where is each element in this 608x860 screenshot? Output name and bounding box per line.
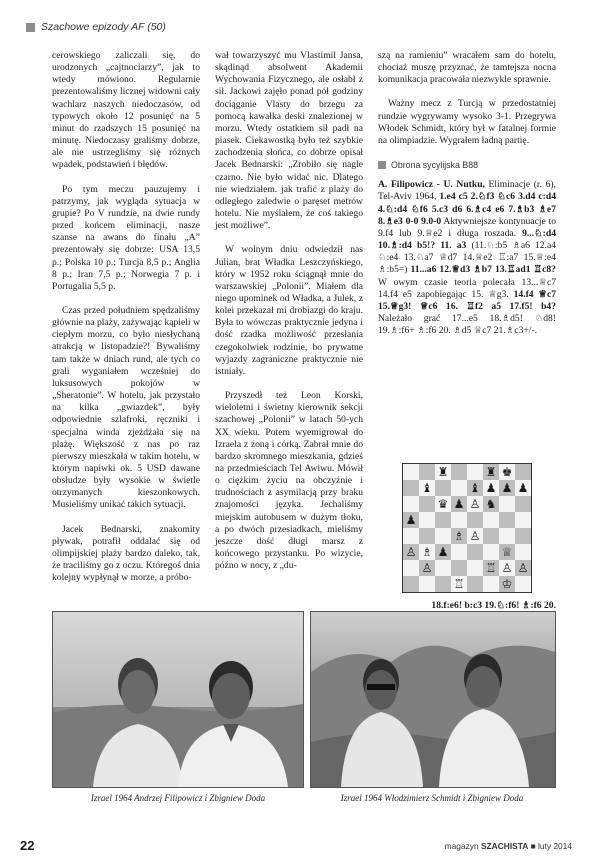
opening-square-icon	[378, 161, 386, 169]
board-square: ♗	[419, 544, 435, 560]
board-square	[435, 512, 451, 528]
board-square: ♟	[451, 496, 467, 512]
board-square	[499, 512, 515, 528]
opening-heading	[378, 159, 556, 171]
board-square	[515, 576, 531, 592]
paragraph: Ważny mecz z Turcją w przedostatniej rundzie wygrywamy wysoko 3-1. Przegrywa Włodek Schmidt, który był w fatalnej formie na olimpiadzie. Wygrałem ładną partię.	[378, 98, 556, 146]
board-square: ♚	[499, 464, 515, 480]
game-notation	[378, 179, 556, 337]
board-square	[467, 560, 483, 576]
board-square	[515, 544, 531, 560]
board-square	[515, 464, 531, 480]
paragraph: Jacek Bednarski, znakomity pływak, potrafił oddalać się od olimpijskiej plaży bardzo daleko, tak, że traciliśmy go z oczu. Któregoś dnia kolejny wypłynął w morze, a próbo-	[52, 523, 200, 584]
board-square	[419, 496, 435, 512]
board-square: ♙	[467, 528, 483, 544]
board-square: ♝	[419, 480, 435, 496]
board-square	[451, 480, 467, 496]
board-square	[435, 528, 451, 544]
game-players: A. Filipowicz - U. Nutku,	[378, 179, 485, 191]
board-square	[483, 544, 499, 560]
board-square	[403, 496, 419, 512]
board-square: ♕	[499, 544, 515, 560]
game-comment: Należało grać 17...e5 18.♗d5! ♘d8! 19.♗:f6+ ♗:f6 20. ♗d5 ♕c7 21.♗c3+/-.	[378, 312, 556, 337]
board-square	[419, 464, 435, 480]
game-comment: Aktywniejsze kontynuacje to 9.f4 lub 9.♕e2 i długa roszada.	[378, 215, 556, 239]
board-square	[403, 560, 419, 576]
paragraph: wał towarzyszyć mu Vlastimil Jansa, skądinąd absolwent Akademii Wychowania Fizycznego, ale osłabł z sił. Jackowi zajęło ponad pół godziny dociąganie Vlasty do brzegu za pomocą kawałka deski znalezionej w morzu. Wtedy ostatkiem sił padł na piasek. Ciekawostką było też szybkie zachodzenia słońca, co dobrze opisał Jacek Bednarski: „Zrobiło się nagle czarno. Nie było widać nic. Dlatego nie wiedziałem. jak trafić z plaży do odległego zaledwie o paręset metrów hotelu. Nie myślałem, że coś takiego jest możliwe”.	[215, 50, 363, 232]
paragraph: Po tym meczu pauzujemy i patrzymy, jak wygląda sytuacja w grupie? Po V rundzie, na dwie rundy przed końcem eliminacji, nasze szanse na awans do finału „A” prezentowały się dobrze: USA 13,5 p.; Polska 10 p.; Turcja 8,5 p.; Anglia 8 p.; Iran 7,5 p.; Norwegia 7 p. i Portugalia 5,5 p.	[52, 183, 200, 292]
board-square: ♙	[499, 560, 515, 576]
text-column-3	[378, 50, 556, 349]
board-square	[419, 528, 435, 544]
board-square	[467, 464, 483, 480]
board-square	[451, 464, 467, 480]
board-square	[483, 512, 499, 528]
paragraph: szą na ramieniu” wracałem sam do hotelu, chociaż muszę przyznać, że tamtejsza nocna komunikacja pracowała niezwykle sprawnie.	[378, 50, 556, 86]
board-square	[451, 544, 467, 560]
photo-filipowicz-doda	[52, 611, 304, 788]
board-square: ♙	[403, 544, 419, 560]
board-square: ♔	[499, 576, 515, 592]
photo-caption: Izrael 1964 Włodzimierz Schmidt i Zbigniew Doda	[340, 793, 524, 803]
header-title: Szachowe epizody AF (50)	[41, 21, 166, 33]
board-square	[467, 544, 483, 560]
board-square: ♖	[483, 560, 499, 576]
game-moves: 11...a6 12.♕d3 ♗b7 13.♖ad1 ♖c8?	[410, 264, 556, 276]
game-moves: 1.e4 c5 2.♘f3 ♘c6 3.d4 c:d4 4.♘:d4 ♘f6 5.c3 d6 6.♗c4 e6 7.♗b3 ♗e7 8.♗e3 0-0 9.0-0	[378, 191, 556, 227]
footer-magazine: magazyn SZACHISTA ■ luty 2014	[444, 841, 572, 851]
opening-name: Obrona sycylijska B88	[391, 160, 479, 171]
game-moves: 9...♘:d4 10.♗:d4 b5!? 11. a3	[378, 227, 556, 252]
board-square	[483, 528, 499, 544]
text-column-1	[52, 50, 200, 596]
running-header	[26, 20, 166, 34]
paragraph: Czas przed południem spędzaliśmy głównie na plaży, zażywając kąpieli w ciepłym morzu, co było niesłychaną atrakcją w listopadzie?! Bywaliśmy tam także w dniach rund, ale tych co grali wyganiałem wcześniej do luksusowych pokojów w „Sheratonie”. W hotelu, jak przystało na kilka „gwiazdek”, były odpowiednie szlafroki, ręczniki i specjalna winda zjeżdżała się na plażę. Większość z nas po raz pierwszy mieszkała w takim hotelu, w którym napiwki ok. 5 USD dawane obsłudze były wysokie w świetle otrzymanych kieszonkowych. Musieliśmy unikać takich sytuacji.	[52, 304, 200, 511]
board-square: ♗	[451, 528, 467, 544]
board-square	[515, 496, 531, 512]
header-square-icon	[26, 23, 35, 32]
board-square: ♝	[467, 480, 483, 496]
photo-image	[53, 612, 303, 787]
game-moves: 14.f4 ♕c7 15.♕g3! ♕c6 16. ♖f2 a5 17.f5! b4?	[378, 288, 556, 312]
board-square	[419, 576, 435, 592]
board-square: ♜	[435, 464, 451, 480]
text-column-2	[215, 50, 363, 584]
board-square	[515, 512, 531, 528]
footer-magazine-name: SZACHISTA	[480, 841, 529, 851]
board-square: ♙	[467, 496, 483, 512]
board-square	[467, 576, 483, 592]
board-square: ♟	[499, 480, 515, 496]
board-square	[435, 576, 451, 592]
board-square	[515, 528, 531, 544]
game-comment: (11.♘:b5 ♗a6 12.a4 ♘:e4 13.♘a7 ♕d7 14.♕e2 ♖:a7 15.♕:e4 ♗:b5=)	[378, 240, 557, 276]
footer-magazine-prefix: magazyn	[444, 841, 479, 851]
board-square	[403, 464, 419, 480]
board-square	[419, 512, 435, 528]
photo-caption: Izrael 1964 Andrzej Filipowicz i Zbigniew Doda	[90, 793, 266, 803]
board-square: ♙	[515, 560, 531, 576]
footer-issue: luty 2014	[538, 841, 572, 851]
page-number: 22	[20, 838, 35, 853]
board-square	[403, 528, 419, 544]
board-square: ♖	[451, 576, 467, 592]
board-square	[403, 576, 419, 592]
board-square: ♟	[403, 512, 419, 528]
board-square: ♞	[483, 496, 499, 512]
board-square	[451, 512, 467, 528]
board-square: ♟	[435, 544, 451, 560]
board-square: ♟	[515, 480, 531, 496]
game-info: Eliminacje (r. 6), Tel-Aviv 1964,	[378, 179, 556, 203]
photo-schmidt-doda	[310, 611, 556, 788]
paragraph: Przyszedł też Leon Korski, wieloletni i świetny kierownik sekcji szachowej „Polonii” w latach 50-ych XX wieku. Potem wyemigrował do Izraela z żoną i córką. Zabrał mnie do bardzo skromnego mieszkania, gdzieś na przedmieściach Tel Awiwu. Mówił o ciężkim życiu na obczyźnie i trudnościach z asymilacją przy braku znajomości języka. Jechaliśmy miejskim autobusem w dużym tłoku, a po dwóch przesiadkach, mieliśmy jeszcze dość długi marsz z końcowego przystanku. Po wizycie, późno w nocy, z „du-	[215, 390, 363, 572]
board-square: ♟	[483, 480, 499, 496]
board-square	[499, 496, 515, 512]
board-square	[403, 480, 419, 496]
board-square: ♛	[435, 496, 451, 512]
board-square	[435, 560, 451, 576]
board-square	[483, 576, 499, 592]
board-square: ♜	[483, 464, 499, 480]
paragraph: cerowskiego zaliczali się, do urodzonych „cajtnociarzy”, jak to wtedy mówiono. Regularnie prezentowaliśmy licznej widowni cały wachlarz naszych niedoczasów, od typowych około 12 posunięć na 5 minut do rzadszych 15 posunięć na minutę. Niedoczasy graliśmy dobrze, ale nie ustrzegliśmy się różnych wpadek, podstawień i błędów.	[52, 50, 200, 171]
board-square	[451, 560, 467, 576]
board-square	[499, 528, 515, 544]
paragraph: W wolnym dniu odwiedził nas Julian, brat Władka Leszczyńskiego, który w 1952 roku ściągnął mnie do warszawskiej „Polonii”. Miałem dla niego upominek od Władka, a Julek, z kolei przekazał mi drobiazgi do kraju. Była to wówczas praktycznie jedyna i dość rzadka możliwość przesłania czegokolwiek rodzinie, bo prywatne wyjazdy zagraniczne praktycznie nie istniały.	[215, 244, 363, 377]
moves-after-diagram: 18.f:e6! b:c3 19.♘:f6! ♗:f6 20.	[431, 600, 556, 611]
photo-image	[311, 612, 555, 787]
board-square	[435, 480, 451, 496]
board-square	[467, 512, 483, 528]
page-footer	[0, 840, 608, 854]
game-comment: W owym czasie teoria polecała 13...♕c7 14.f4 e5 zapobiegając 15. ♕g3.	[378, 276, 556, 300]
board-square: ♙	[419, 560, 435, 576]
chess-diagram	[402, 463, 532, 593]
